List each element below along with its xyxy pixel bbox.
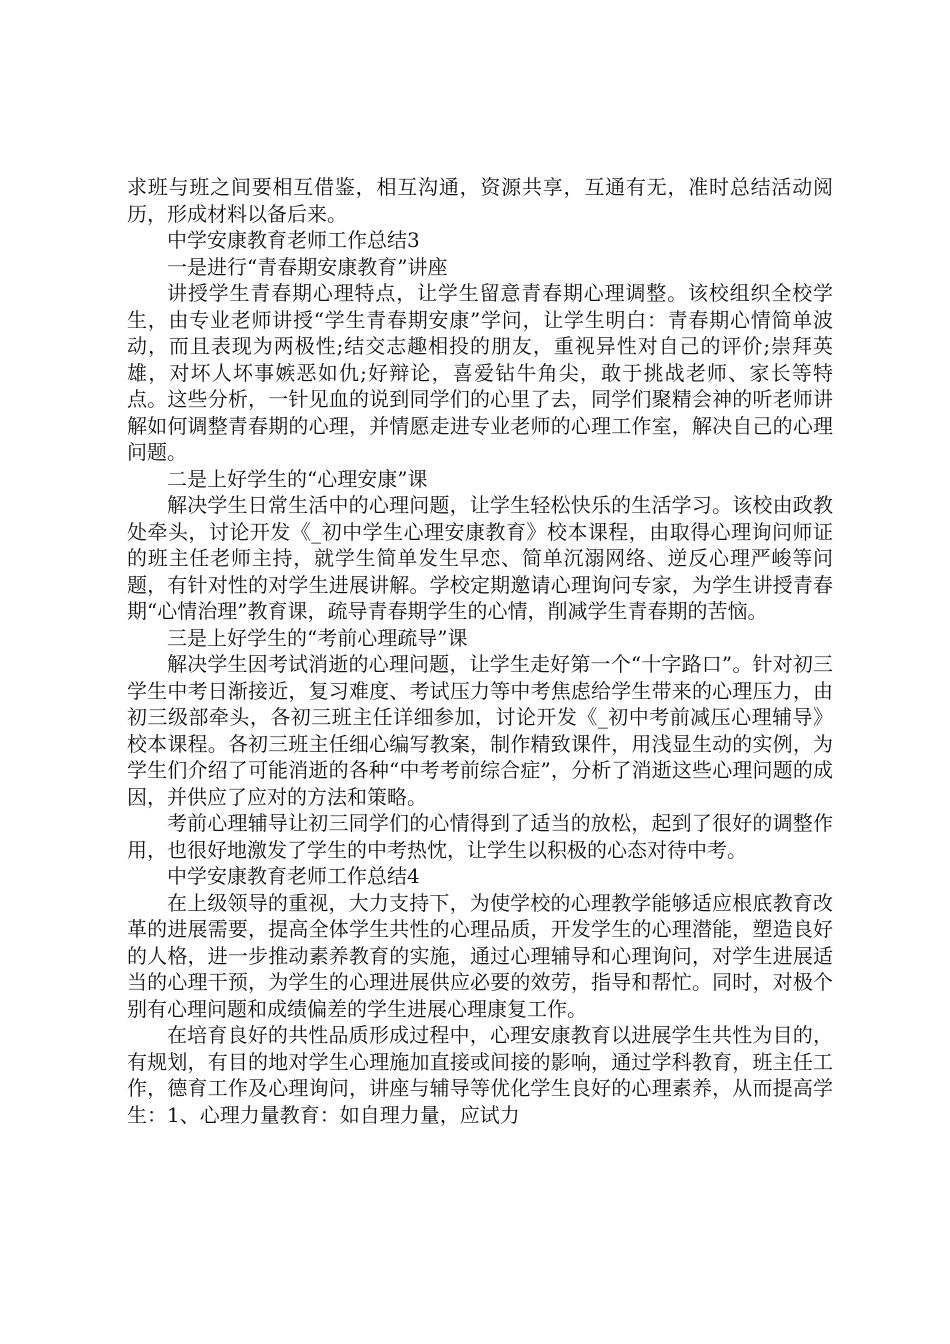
subsection-heading: 一是进行“青春期安康教育”讲座 [167,254,448,279]
body-paragraph: 在培育良好的共性品质形成过程中，心理安康教育以进展学生共性为目的，有规划，有目的地对学生心理施加直接或间接的影响，通过学科教育，班主任工作，德育工作及心理询问，讲座与辅导等优化学生良好的心理素养，从而提高学生：1、心理力量教育：如自理力量，应试力 [127,1023,833,1127]
section-heading: 中学安康教育老师工作总结3 [167,228,420,252]
body-paragraph: 解决学生日常生活中的心理问题，让学生轻松快乐的生活学习。该校由政教处牵头，讨论开发《_初中学生心理安康教育》校本课程，由取得心理询问师证的班主任老师主持，就学生简单发生早恋、简单沉溺网络、逆反心理严峻等问题，有针对性的对学生进展讲解。学校定期邀请心理询问专家，为学生讲授青春期“心情治理”教育课，疏导青春期学生的心情，削减学生青春期的苦恼。 [127,493,833,623]
subsection-heading: 三是上好学生的“考前心理疏导”课 [167,625,468,650]
section-heading: 中学安康教育老师工作总结4 [167,864,420,888]
continued-paragraph: 求班与班之间要相互借鉴，相互沟通，资源共享，互通有无，准时总结活动阅历，形成材料以备后来。 [127,175,833,226]
body-paragraph: 解决学生因考试消逝的心理问题，让学生走好第一个“十字路口”。针对初三学生中考日渐接近，复习难度、考试压力等中考焦虑给学生带来的心理压力，由初三级部牵头，各初三班主任详细参加，讨论开发《_初中考前减压心理辅导》校本课程。各初三班主任细心编写教案，制作精致课件，用浅显生动的实例，为学生们介绍了可能消逝的各种“中考考前综合症”，分析了消逝这些心理问题的成因，并供应了应对的方法和策略。 [127,652,833,809]
body-paragraph: 考前心理辅导让初三同学们的心情得到了适当的放松，起到了很好的调整作用，也很好地激发了学生的中考热忱，让学生以积极的心态对待中考。 [127,811,833,862]
body-paragraph: 讲授学生青春期心理特点，让学生留意青春期心理调整。该校组织全校学生，由专业老师讲授“学生青春期安康”学问，让学生明白：青春期心情简单波动，而且表现为两极性;结交志趣相投的朋友，重视异性对自己的评价;崇拜英雄，对坏人坏事嫉恶如仇;好辩论，喜爱钻牛角尖，敢于挑战老师、家长等特点。这些分析，一针见血的说到同学们的心里了去，同学们聚精会神的听老师讲解如何调整青春期的心理，并情愿走进专业老师的心理工作室，解决自己的心理问题。 [127,281,833,464]
body-paragraph: 在上级领导的重视，大力支持下，为使学校的心理教学能够适应根底教育改革的进展需要，提高全体学生共性的心理品质，开发学生的心理潜能，塑造良好的人格，进一步推动素养教育的实施，通过心理辅导和心理询问，对学生进展适当的心理干预，为学生的心理进展供应必要的效劳，指导和帮忙。同时，对极个别有心理问题和成绩偏差的学生进展心理康复工作。 [127,890,833,1021]
subsection-heading: 二是上好学生的“心理安康”课 [167,466,428,491]
document-page [127,174,833,1128]
